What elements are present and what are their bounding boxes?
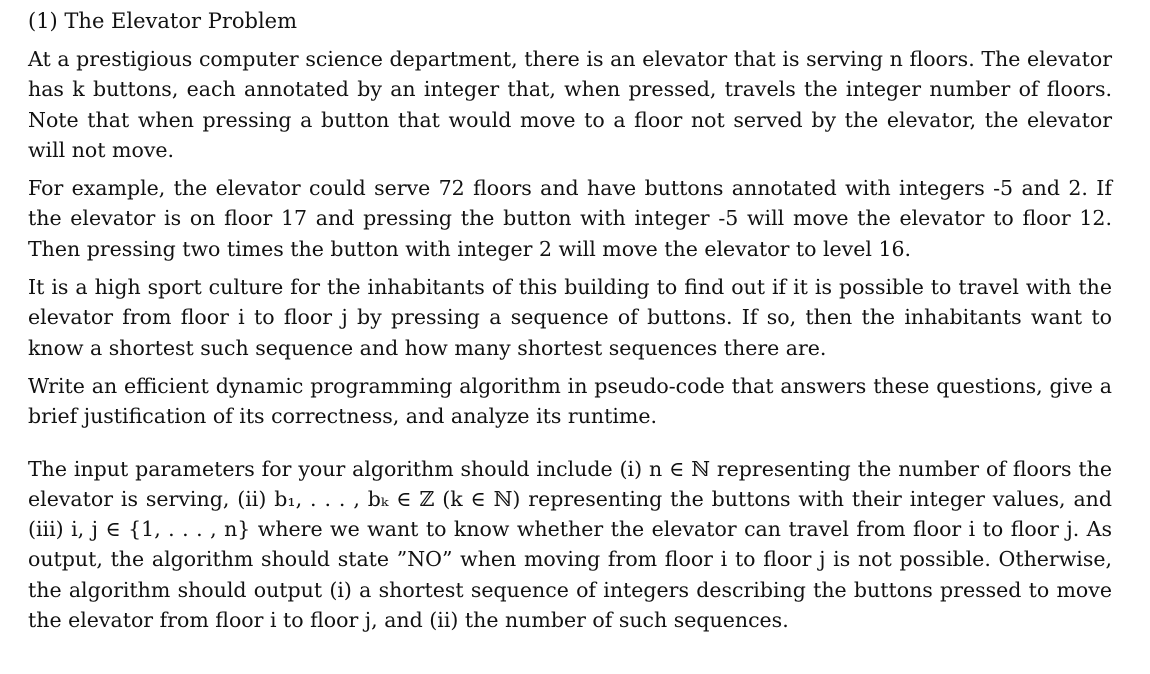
- paragraph-input-output: The input parameters for your algorithm should include (i) n ∈ ℕ representing the number of floors the elevator is serving, (ii) b₁, . . . , bₖ ∈ ℤ (k ∈ ℕ) representing the buttons with their integer values, and (iii) i, j ∈ {1, . . . , n} where we want to know whether the elevator can travel from floor i to floor j. As output, the algorithm should state ”NO” when moving from floor i to floor j is not possible. Otherwise, the algorithm should output (i) a shortest sequence of integers describing the buttons pressed to move the elevator from floor i to floor j, and (ii) the number of such sequences.: [28, 456, 1112, 633]
- paragraph-example: For example, the elevator could serve 72 floors and have buttons annotated with integers -5 and 2. If the elevator is on floor 17 and pressing the button with integer -5 will move the elevator to floor 12. Then pressing two times the button with integer 2 will move the elevator to level 16.: [28, 176, 1112, 261]
- paragraph-intro: At a prestigious computer science department, there is an elevator that is serving n floors. The elevator has k buttons, each annotated by an integer that, when pressed, travels the integer number of floors. Note that when pressing a button that would move to a floor not served by the elevator, the elevator will not move.: [28, 47, 1112, 162]
- paragraph-question: It is a high sport culture for the inhabitants of this building to find out if it is possible to travel with the elevator from floor i to floor j by pressing a sequence of buttons. If so, then the inhabitants want to know a shortest such sequence and how many shortest sequences there are.: [28, 275, 1112, 360]
- paragraph-task: Write an efficient dynamic programming algorithm in pseudo-code that answers these questions, give a brief justification of its correctness, and analyze its runtime.: [28, 373, 1112, 429]
- problem-title: (1) The Elevator Problem: [28, 9, 298, 33]
- problem-statement: [28, 6, 1112, 643]
